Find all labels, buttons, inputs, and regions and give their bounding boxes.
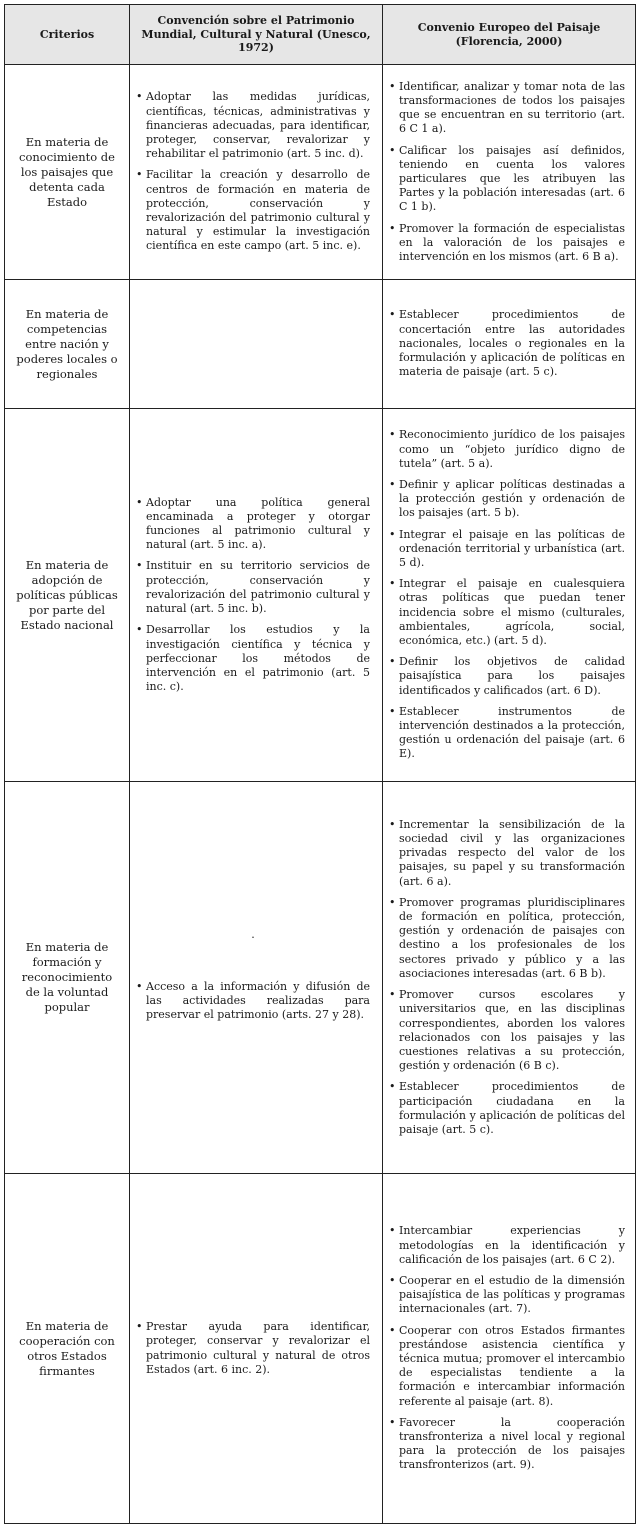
bullet-icon: • xyxy=(136,1320,143,1334)
bullet-icon: • xyxy=(136,495,143,509)
table-row xyxy=(5,782,636,1174)
bullet-icon: • xyxy=(136,979,143,993)
europe-cell xyxy=(383,1174,636,1524)
list-item: • Reconocimiento jurídico de los paisajes como un “objeto jurídico digno de tutela” (art. 5 a). xyxy=(389,428,625,470)
bullet-icon: • xyxy=(389,143,396,157)
table-row xyxy=(5,280,636,409)
comparison-table xyxy=(4,4,636,1524)
criterion-cell: En materia de conocimiento de los paisajes que detenta cada Estado xyxy=(5,65,130,280)
bullet-icon: • xyxy=(136,623,143,637)
bullet-icon: • xyxy=(136,90,143,104)
list-item: • Establecer procedimientos de participación ciudadana en la formulación y aplicación de políticas del paisaje (art. 5 c). xyxy=(389,1080,625,1136)
bullet-icon: • xyxy=(389,577,396,591)
europe-cell xyxy=(383,65,636,280)
unesco-cell xyxy=(130,65,383,280)
list-item: • Integrar el paisaje en las políticas de ordenación territorial y urbanística (art. 5 d). xyxy=(389,527,625,569)
list-item: • Cooperar con otros Estados firmantes prestándose asistencia científica y técnica mutua; promover el intercambio de especialistas tendiente a la formación e intercambiar información referente al paisaje (art. 8). xyxy=(389,1323,625,1408)
list-item: • Acceso a la información y difusión de las actividades realizadas para preservar el patrimonio (arts. 27 y 28). xyxy=(136,979,370,1022)
unesco-cell xyxy=(130,280,383,409)
europe-cell xyxy=(383,782,636,1174)
bullet-icon: • xyxy=(389,817,396,831)
list-item: • Definir los objetivos de calidad paisajística para los paisajes identificados y calificados (art. 6 D). xyxy=(389,655,625,697)
bullet-icon: • xyxy=(389,988,396,1002)
list-item: • Adoptar una política general encaminada a proteger y otorgar funciones al patrimonio cultural y natural (art. 5 inc. a). xyxy=(136,495,370,552)
unesco-cell xyxy=(130,782,383,1174)
list-item: • Instituir en su territorio servicios de protección, conservación y revalorización del patrimonio cultural y natural (art. 5 inc. b). xyxy=(136,559,370,616)
list-item: • Integrar el paisaje en cualesquiera otras políticas que puedan tener incidencia sobre el mismo (culturales, ambientales, agrícola, social, económica, etc.) (art. 5 d). xyxy=(389,577,625,647)
bullet-icon: • xyxy=(136,559,143,573)
europe-cell xyxy=(383,280,636,409)
unesco-cell xyxy=(130,409,383,782)
list-item: • Establecer instrumentos de intervención destinados a la protección, gestión u ordenación del paisaje (art. 6 E). xyxy=(389,704,625,761)
bullet-icon: • xyxy=(389,655,396,669)
list-item: • Establecer procedimientos de concertación entre las autoridades nacionales, locales o regionales en la formulación y aplicación de políticas en materia de paisaje (art. 5 c). xyxy=(389,308,625,379)
bullet-icon: • xyxy=(136,168,143,182)
bullet-icon: • xyxy=(389,895,396,909)
list-item: • Desarrollar los estudios y la investigación científica y técnica y perfeccionar los métodos de intervención en el patrimonio (art. 5 inc. c). xyxy=(136,623,370,694)
list-item: • Cooperar en el estudio de la dimensión paisajística de las políticas y programas internacionales (art. 7). xyxy=(389,1273,625,1316)
bullet-icon: • xyxy=(389,79,396,93)
list-item: • Promover programas pluridisciplinares de formación en política, protección, gestión y ordenación de paisajes con destino a los profesionales de los sectores privado y público y a las asociaciones interesadas (art. 6 B b). xyxy=(389,895,625,980)
bullet-icon: • xyxy=(389,1323,396,1337)
bullet-icon: • xyxy=(389,1224,396,1238)
bullet-icon: • xyxy=(389,1415,396,1429)
unesco-cell xyxy=(130,1174,383,1524)
bullet-icon: • xyxy=(389,477,396,491)
list-item: • Intercambiar experiencias y metodologías en la identificación y calificación de los paisajes (art. 6 C 2). xyxy=(389,1224,625,1266)
header-europe: Convenio Europeo del Paisaje (Florencia, 2000) xyxy=(383,5,636,65)
list-item: • Favorecer la cooperación transfronteriza a nivel local y regional para la protección de los paisajes transfronterizos (art. 9). xyxy=(389,1415,625,1472)
criterion-cell: En materia de adopción de políticas públicas por parte del Estado nacional xyxy=(5,409,130,782)
bullet-icon: • xyxy=(389,1273,396,1287)
list-item: • Definir y aplicar políticas destinadas a la protección gestión y ordenación de los paisajes (art. 5 b). xyxy=(389,477,625,520)
bullet-icon: • xyxy=(389,428,396,442)
table-row xyxy=(5,409,636,782)
bullet-icon: • xyxy=(389,527,396,541)
europe-cell xyxy=(383,409,636,782)
bullet-icon: • xyxy=(389,308,396,322)
list-item: • Promover la formación de especialistas en la valoración de los paisajes e intervención en los mismos (art. 6 B a). xyxy=(389,221,625,264)
list-item: • Identificar, analizar y tomar nota de las transformaciones de todos los paisajes que se encuentran en su territorio (art. 6 C 1 a). xyxy=(389,79,625,136)
criterion-cell: En materia de competencias entre nación y poderes locales o regionales xyxy=(5,280,130,409)
list-item: • Facilitar la creación y desarrollo de centros de formación en materia de protección, conservación y revalorización del patrimonio cultural y natural y estimular la investigación científica en este campo (art. 5 inc. e). xyxy=(136,168,370,253)
stray-mark: . xyxy=(251,927,255,941)
list-item: • Adoptar las medidas jurídicas, científicas, técnicas, administrativas y financieras adecuadas, para identificar, proteger, conservar, revalorizar y rehabilitar el patrimonio (art. 5 inc. d). xyxy=(136,90,370,161)
list-item: • Prestar ayuda para identificar, proteger, conservar y revalorizar el patrimonio cultural y natural de otros Estados (art. 6 inc. 2). xyxy=(136,1320,370,1376)
bullet-icon: • xyxy=(389,221,396,235)
list-item: • Promover cursos escolares y universitarios que, en las disciplinas correspondientes, aborden los valores relacionados con los paisajes y las cuestiones relativas a su protección, gestión y ordenación (6 B c). xyxy=(389,988,625,1073)
header-row xyxy=(5,5,636,65)
table-row xyxy=(5,1174,636,1524)
bullet-icon: • xyxy=(389,1080,396,1094)
table-row xyxy=(5,65,636,280)
list-item: • Calificar los paisajes así definidos, teniendo en cuenta los valores particulares que les atribuyen las Partes y la población interesadas (art. 6 C 1 b). xyxy=(389,143,625,214)
list-item: • Incrementar la sensibilización de la sociedad civil y las organizaciones privadas respecto del valor de los paisajes, su papel y su transformación (art. 6 a). xyxy=(389,817,625,888)
criterion-cell: En materia de cooperación con otros Estados firmantes xyxy=(5,1174,130,1524)
header-unesco: Convención sobre el Patrimonio Mundial, Cultural y Natural (Unesco, 1972) xyxy=(130,5,383,65)
bullet-icon: • xyxy=(389,704,396,718)
criterion-cell: En materia de formación y reconocimiento de la voluntad popular xyxy=(5,782,130,1174)
header-criteria: Criterios xyxy=(5,5,130,65)
